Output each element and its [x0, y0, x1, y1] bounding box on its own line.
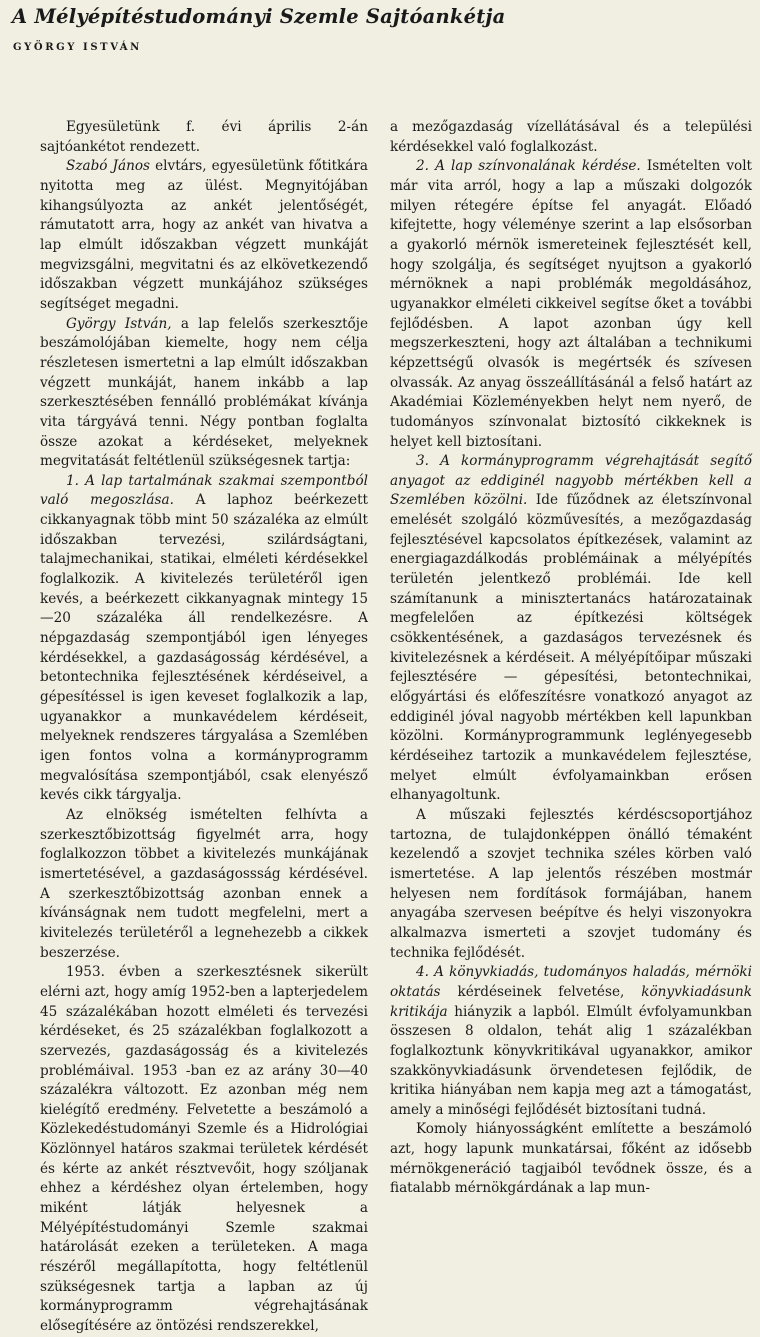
paragraph — [390, 157, 752, 452]
body-text: A műszaki fejlesztés kérdéscsoportjához tartozna, de tulajdonképpen önálló témaként kezelendő a szovjet technika széles körben való ismertetése. A lap jelentős részében mostmár helyesen nem fordítások formájában, hanem anyagába szervesen beépítve és helyi viszonyokra alkalmazva ismerteti a szovjet tudomány és technika fejlődését. — [390, 806, 752, 961]
article-title: A Mélyépítéstudományi Szemle Sajtóankétja — [12, 5, 506, 28]
body-text: 1953. évben a szerkesztésnek sikerült elérni azt, hogy amíg 1952-ben a lapterjedelem 45 százalékában hozott elméleti és tervezési kérdéseket, és 25 százalékban foglalkozott a szervezés, gazdaságosság és a kivitelezés problémáival. 1953 -ban ez az arány 30—40 százalékra változott. Ez azonban még nem kielégítő eredmény. Felvetette a beszámoló a Közlekedéstudományi Szemle és a Hidrológiai Közlönnyel határos szakmai területek kérdését és kérte az ankét résztvevőit, hogy szóljanak ehhez a kérdéshez olyan értelemben, hogy miként látják helyesnek a Mélyépítéstudományi Szemle szakmai határolását ezeken a területeken. A maga részéről megállapította, hogy feltétlenül szükségesnek tartja a lapban az új kormányprogramm végrehajtásának elősegítésére az öntözési rendszerekkel, — [40, 964, 368, 1335]
italic-text: 2. A lap színvonalának kérdése. — [416, 158, 641, 175]
body-text: hiányzik a lapból. Elmúlt évfolyamunkban összesen 8 oldalon, tehát alig 1 százalékban foglalkoztunk könyvkritikával ugyanakkor, amikor szakkönyvkiadásunk örvendetesen fejlődik, de kritika hiányában nem kapja meg azt a támogatást, amely a minőségi fejlődését biztosítani tudná. — [390, 1003, 752, 1118]
italic-text: 3. A kormányprogramm végrehajtását segítő anyagot az eddiginél nagyobb mértékben kell a Szemlében közölni. — [390, 453, 752, 509]
body-text: Egyesületünk f. évi április 2-án sajtóankétot rendezett. — [40, 119, 368, 155]
body-text: kérdéseinek felvetése, — [440, 983, 642, 1000]
body-text: Az elnökség ismételten felhívta a szerkesztőbizottság figyelmét arra, hogy foglalkozzon többet a kivitelezés munkájának ismertetésével, a gazdaságossság kérdésével. A szerkesztőbizottság azonban ennek a kívánságnak nem tudott megfelelni, mert a kivitelezés területéről a legnehezebb a cikkek beszerzése. — [40, 806, 368, 961]
body-text: Ismételten volt már vita arról, hogy a lap a műszaki dolgozók milyen rétegére építse fel anyagát. Előadó kifejtette, hogy véleménye szerint a lap elsősorban a gyakorló mérnök ismereteinek fejlesztését kell, hogy szolgálja, és segítséget nyujtson a gyakorló mérnöknek a napi problémák megoldásához, ugyanakkor elméleti cikkeivel segítse őket a további fejlődésben. A lapot azonban úgy kell megszerkeszteni, hogy azt általában a technikumi képzettségű olvasók is megértsék és szívesen olvassák. Az anyag összeállításánál a felső határt az Akadémiai Közleményekben helyt nem nyerő, de tudományos színvonalat biztosító cikkeknek is helyet kell biztosítani. — [390, 158, 753, 450]
body-text: elvtárs, egyesületünk főtitkára nyitotta meg az ülést. Megnyitójában kihangsúlyozta az ankét jelentőségét, rámutatott arra, hogy az ankét van hivatva a lap elmúlt időszakban végzett munkáját megvizsgálni, megvitatni és az elkövetkezendő időszakban végzett munkájához szükséges segítséget megadni. — [40, 158, 368, 312]
paragraph — [40, 157, 368, 314]
body-text: Komoly hiányosságként említette a beszámoló azt, hogy lapunk munkatársai, főként az idősebb mérnökgeneráció tagjaiból tevődnek össze, és a fiatalabb mérnökgárdának a lap mun- — [390, 1121, 752, 1197]
paragraph — [390, 963, 752, 1120]
italic-text: könyvkiadásunk kritikája — [390, 983, 752, 1020]
paragraph — [390, 1120, 752, 1199]
paragraph — [40, 963, 368, 1336]
paragraph — [40, 315, 368, 472]
paragraph — [390, 452, 752, 806]
italic-text: 4. A könyvkiadás, tudományos haladás, mérnöki oktatás — [390, 964, 752, 1000]
italic-text: 1. A lap tartalmának szakmai szempontból való megoszlása. — [40, 472, 368, 509]
paragraph — [390, 806, 752, 963]
left-column — [40, 118, 368, 1337]
body-text: a mezőgazdaság vízellátásával és a települési kérdésekkel való foglalkozást. — [390, 119, 752, 155]
italic-text: Szabó János — [66, 158, 151, 175]
body-text: Ide fűződnek az életszínvonal emelését szolgáló közművesítés, a mezőgazdaság fejlesztésével kapcsolatos építkezések, valamint az energiagazdálkodás problémáinak a mélyépítés területén jelentkező problémái. Ide kell számítanunk a minisztertanács határozatainak megfelelően az építkezési költségek csökkentésének, a gazdaságos tervezésnek és kivitelezésnek a kérdéseit. A mélyépítőipar műszaki fejlesztésére — gépesítési, betontechnikai, előgyártási és előfeszítésre vonatkozó anyagot az eddiginél jóval nagyobb mértékben kell lapunkban közölni. Kormányprogrammunk leglényegesebb kérdéseihez tartozik a munkavédelem fejlesztése, melyet elmúlt évfolyamainkban erősen elhanyagoltunk. — [390, 492, 753, 804]
paragraph — [390, 118, 752, 157]
paragraph — [40, 118, 368, 157]
paragraph — [40, 806, 368, 963]
right-column — [390, 118, 752, 1199]
paragraph — [40, 472, 368, 806]
article-author: GYÖRGY ISTVÁN — [13, 42, 142, 53]
body-text: A laphoz beérkezett cikkanyagnak több mint 50 százaléka az elmúlt időszakban tervezési, szilárdságtani, talajmechanikai, statikai, elméleti kérdésekkel foglalkozik. A kivitelezés területéről igen kevés, a beérkezett cikkanyagnak mintegy 15—20 százaléka áll rendelkezésre. A népgazdaság szempontjából igen lényeges kérdésekkel, a gazdaságosság kérdésével, a betontechnika fejlesztésének kérdéseivel, a gépesítéssel is igen keveset foglalkozik a lap, ugyanakkor a munkavédelem kérdéseit, melyeknek rendszeres tárgyalása a Szemlében igen fontos volna a kormányprogramm megvalósítása szempontjából, csak elenyésző kevés cikk tárgyalja. — [40, 492, 368, 804]
body-text: a lap felelős szerkesztője beszámolójában kiemelte, hogy nem célja részletesen ismertetni a lap elmúlt időszakban végzett munkáját, hanem inkább a lap szerkesztésében fennálló problémákat kívánja vita tárgyává tenni. Négy pontban foglalta össze azokat a kérdéseket, melyeknek megvitatását feltétlenül szükségesnek tartja: — [40, 315, 369, 470]
italic-text: György István, — [66, 315, 172, 332]
